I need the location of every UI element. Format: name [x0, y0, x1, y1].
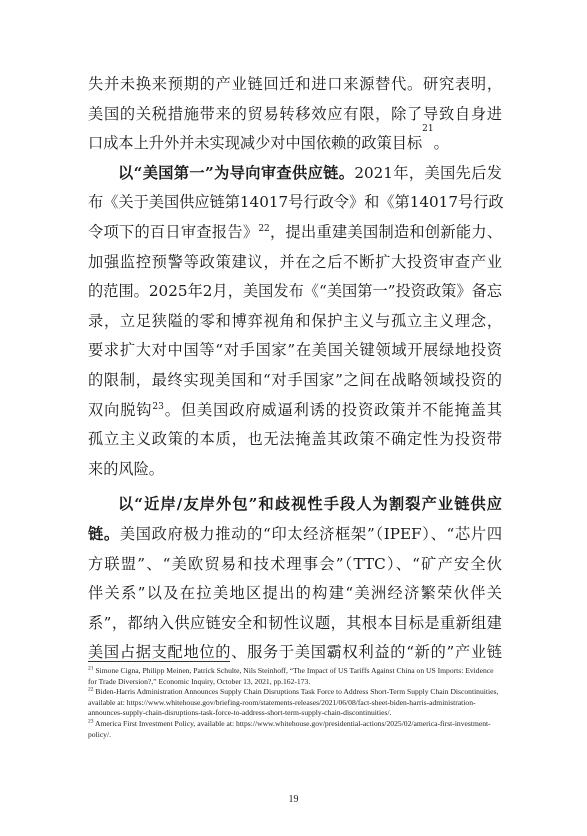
text-segment: 的范围。2025年2月，美国发布《“美国第一”投资政策》备忘	[88, 282, 502, 301]
text-segment: 。	[433, 134, 449, 153]
section-heading-inline: 以“近岸/友岸外包”和歧视性手段人为割裂产业链供应	[118, 495, 502, 514]
section-heading-inline: 链。	[88, 524, 120, 543]
text-segment: 失并未换来预期的产业链回迁和进口来源替代。研究表明，	[88, 75, 502, 93]
text-line	[88, 248, 502, 278]
text-line	[88, 70, 502, 100]
text-line	[88, 425, 502, 455]
footnote-number: 21	[88, 665, 94, 672]
page-number: 19	[288, 794, 299, 805]
text-segment: 2021年，美国先后发	[354, 163, 502, 182]
text-line	[88, 396, 502, 426]
footnote-divider	[88, 661, 230, 662]
footnote-ref[interactable]: 23	[152, 401, 164, 412]
text-segment: 口成本上升外并未实现减少对中国依赖的政策目标	[88, 134, 423, 153]
text-segment: 方联盟”、“美欧贸易和技术理事会”（TTC）、“矿产安全伙	[88, 554, 502, 573]
footnote-ref[interactable]: 21	[422, 124, 434, 135]
text-line	[88, 277, 502, 307]
footnote-text[interactable]: Biden-Harris Administration Announces Supply Chain Disruptions Task Force to Address Short-Term Supply Chain Discontinuities, available at: https://www.whitehouse.gov/briefing-room/statements-releases/2021/06/08/fact-sheet-biden-harris-administration-announces-supply-chain-disruptions-task-force-to-address-short-term-supply-chain-discontinuities/.	[88, 687, 499, 718]
text-segment: 美国的关税措施带来的贸易转移效应有限，除了导致自身进	[88, 104, 502, 123]
footnote-text[interactable]: America First Investment Policy, available at: https://www.whitehouse.gov/presidential-actions/2025/02/america-first-investment-policy/.	[88, 718, 491, 739]
text-segment: ，提出重建美国制造和创新能力、	[269, 222, 503, 241]
text-line	[88, 609, 502, 639]
text-segment: 孤立主义政策的本质，也无法掩盖其政策不确定性为投资带	[88, 430, 502, 449]
footnote-text: Simone Cigna, Philipp Meinen, Patrick Schulte, Nils Steinhoff, “The Impact of US Tariffs Against China on US Imports: Evidence for Trade Diversion?,” Economic Inquiry, October 13, 2021, pp.162-173.	[88, 666, 494, 686]
text-line	[88, 124, 502, 159]
footnote	[88, 666, 504, 687]
footnote-number: 23	[88, 718, 94, 725]
footnote	[88, 719, 504, 740]
text-segment: 加强监控预警等政策建议，并在之后不断扩大投资审查产业	[88, 252, 502, 271]
footnotes	[88, 666, 504, 740]
text-line	[88, 520, 502, 550]
text-line	[88, 159, 502, 189]
text-line	[88, 188, 502, 218]
footnote-ref[interactable]: 22	[258, 223, 270, 234]
text-line	[88, 336, 502, 366]
text-segment: 录，立足狭隘的零和博弈视角和保护主义与孤立主义理念，	[88, 311, 502, 330]
footnote-number: 22	[88, 686, 94, 693]
text-segment: 的限制，最终实现美国和“对手国家”之间在战略领域投资的	[88, 370, 502, 389]
text-line	[88, 579, 502, 609]
text-line	[88, 638, 502, 668]
text-line	[88, 218, 502, 248]
text-segment: 要求扩大对中国等“对手国家”在美国关键领域开展绿地投资	[88, 341, 502, 360]
text-line	[88, 366, 502, 396]
text-segment: 。但美国政府威逼利诱的投资政策并不能掩盖其	[163, 400, 503, 419]
text-segment: 令项下的百日审查报告》	[88, 222, 259, 241]
footnote	[88, 687, 504, 719]
text-line	[88, 100, 502, 130]
text-segment: 来的风险。	[88, 459, 164, 478]
text-line	[88, 455, 502, 485]
text-line	[88, 550, 502, 580]
section-heading-inline: 以“美国第一”为导向审查供应链。	[118, 163, 355, 182]
body-text	[88, 70, 502, 668]
text-segment: 美国政府极力推动的“印太经济框架”（IPEF）、“芯片四	[119, 524, 503, 543]
text-segment: 系”，都纳入供应链安全和韧性议题，其根本目标是重新组建	[88, 613, 502, 632]
text-segment: 伴关系”以及在拉美地区提出的构建“美洲经济繁荣伙伴关	[88, 584, 502, 603]
text-line	[88, 490, 502, 520]
text-segment: 布《关于美国供应链第14017号行政令》和《第14017号行政	[88, 193, 504, 212]
text-line	[88, 307, 502, 337]
text-segment: 美国占据支配地位的、服务于美国霸权利益的“新的”产业链	[88, 643, 502, 662]
text-segment: 双向脱钩	[88, 400, 153, 419]
